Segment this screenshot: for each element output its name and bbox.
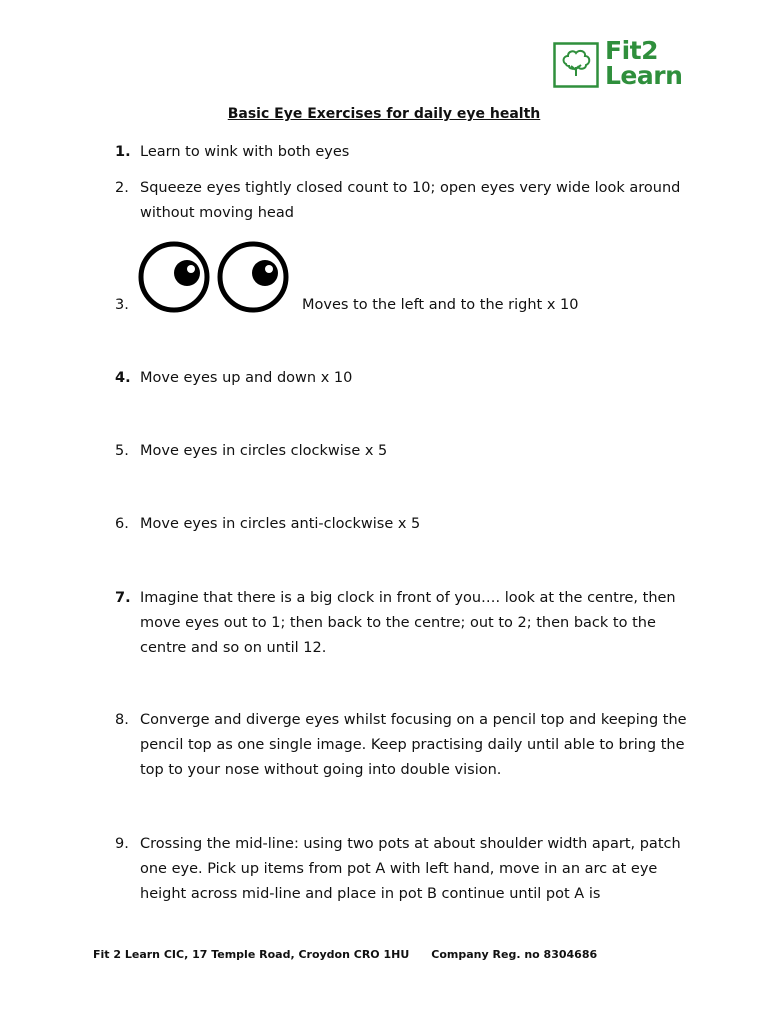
item-text: Crossing the mid-line: using two pots at about shoulder width apart, patch one eye. Pick up items from pot A with left hand, move in an arc at eye height across mid-line and place in pot B continue until pot A is xyxy=(140,836,681,902)
item-number: 2. xyxy=(115,180,129,196)
footer xyxy=(93,948,597,961)
item-text: Converge and diverge eyes whilst focusing on a pencil top and keeping the pencil top as one single image. Keep practising daily until able to bring the top to your nose without going into double vision. xyxy=(140,712,687,778)
item-number: 4. xyxy=(115,370,131,386)
item-number: 3. xyxy=(115,297,129,313)
logo-line2: Learn xyxy=(605,61,683,90)
tree-logo-icon xyxy=(553,42,599,88)
item-text: Move eyes in circles clockwise x 5 xyxy=(140,443,388,459)
page-title: Basic Eye Exercises for daily eye health xyxy=(227,106,541,122)
item-number: 9. xyxy=(115,836,129,852)
item-number: 7. xyxy=(115,590,131,606)
item-text: Imagine that there is a big clock in front of you…. look at the centre, then move eyes out to 1; then back to the centre; out to 2; then back to the centre and so on until 12. xyxy=(140,590,676,656)
item-number: 8. xyxy=(115,712,129,728)
item-text: Move eyes in circles anti-clockwise x 5 xyxy=(140,516,421,532)
item-text: Learn to wink with both eyes xyxy=(140,144,350,160)
item-number: 5. xyxy=(115,443,129,459)
eyes-icon xyxy=(138,241,292,313)
logo-wordmark xyxy=(605,38,682,88)
fit2learn-logo xyxy=(553,36,683,92)
logo-line1: Fit2 xyxy=(605,36,658,65)
item-text: Moves to the left and to the right x 10 xyxy=(302,297,579,313)
item-text: Move eyes up and down x 10 xyxy=(140,370,353,386)
footer-address: Fit 2 Learn CIC, 17 Temple Road, Croydon CRO 1HU xyxy=(93,948,410,961)
item-text: Squeeze eyes tightly closed count to 10; open eyes very wide look around without moving head xyxy=(140,180,681,221)
footer-company-reg: Company Reg. no 8304686 xyxy=(431,948,598,961)
item-number: 6. xyxy=(115,516,129,532)
item-number: 1. xyxy=(115,144,131,160)
